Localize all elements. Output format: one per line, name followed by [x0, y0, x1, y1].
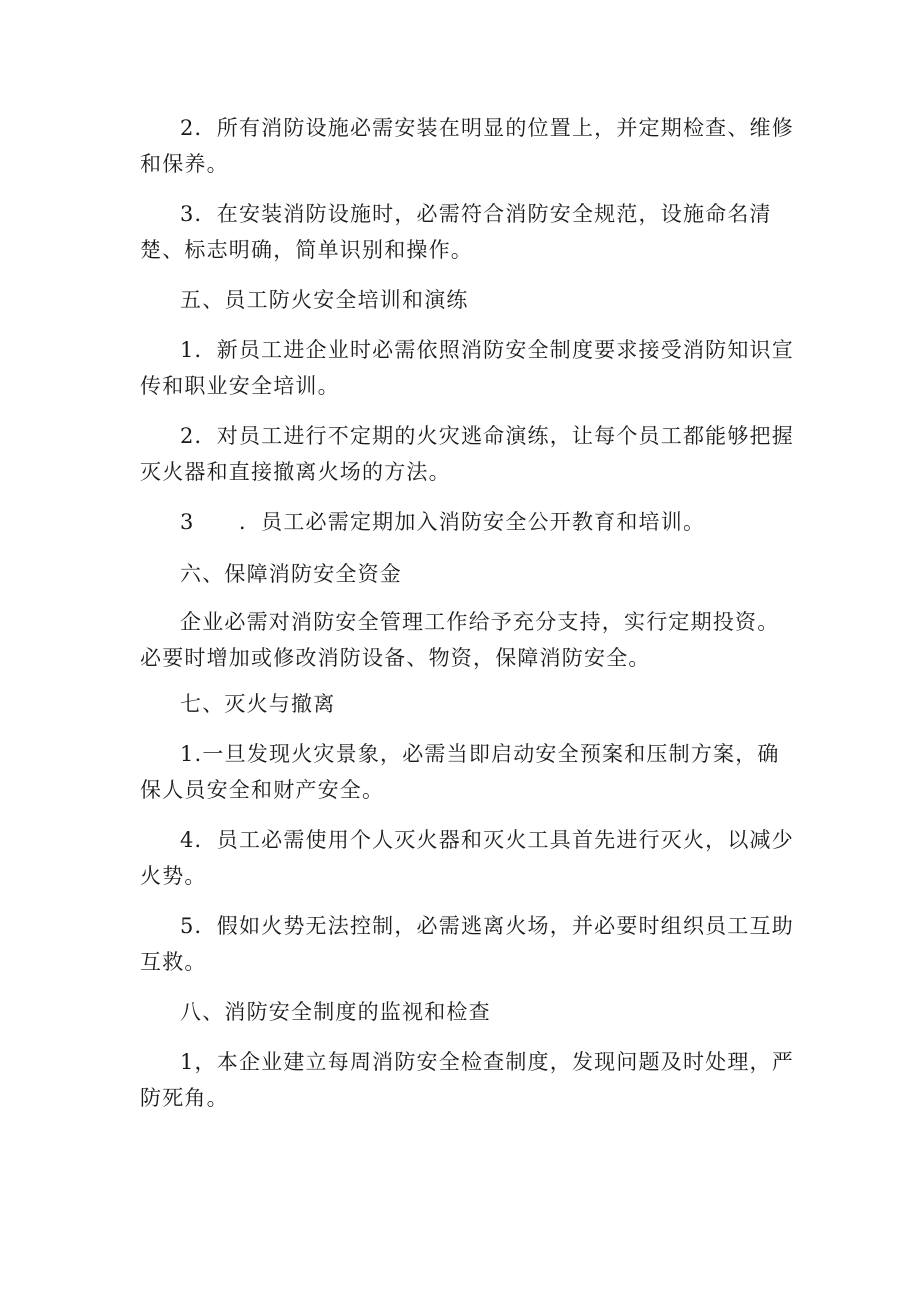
paragraph-3-facilities-installation: 3．在安装消防设施时，必需符合消防安全规范，设施命名清楚、标志明确，简单识别和操作。 [140, 202, 772, 262]
paragraph-safety-funding: 企业必需对消防安全管理工作给予充分支持，实行定期投资。必要时增加或修改消防设备、物资，保障消防安全。 [140, 610, 780, 670]
paragraph-public-education: 3 ．员工必需定期加入消防安全公开教育和培训。 [180, 510, 706, 534]
paragraph-new-employee-training: 1．新员工进企业时必需依照消防安全制度要求接受消防知识宣传和职业安全培训。 [140, 338, 794, 398]
section-heading-7: 七、灭火与撤离 [180, 692, 336, 716]
paragraph-2-facilities-placement: 2．所有消防设施必需安装在明显的位置上，并定期检查、维修和保养。 [140, 116, 794, 176]
section-heading-5: 五、员工防火安全培训和演练 [180, 288, 469, 312]
section-heading-6: 六、保障消防安全资金 [180, 562, 402, 586]
paragraph-escape-drill: 2．对员工进行不定期的火灾逃命演练，让每个员工都能够把握灭火器和直接撤离火场的方法。 [140, 424, 794, 484]
paragraph-weekly-inspection: 1，本企业建立每周消防安全检查制度，发现问题及时处理，严防死角。 [140, 1050, 794, 1110]
paragraph-extinguish-fire: 4．员工必需使用个人灭火器和灭火工具首先进行灭火，以减少火势。 [140, 828, 794, 888]
paragraph-evacuate-fire: 5．假如火势无法控制，必需逃离火场，并必要时组织员工互助互救。 [140, 914, 794, 974]
paragraph-fire-discovery: 1.一旦发现火灾景象，必需当即启动安全预案和压制方案，确保人员安全和财产安全。 [140, 742, 780, 802]
section-heading-8: 八、消防安全制度的监视和检查 [180, 1000, 491, 1024]
